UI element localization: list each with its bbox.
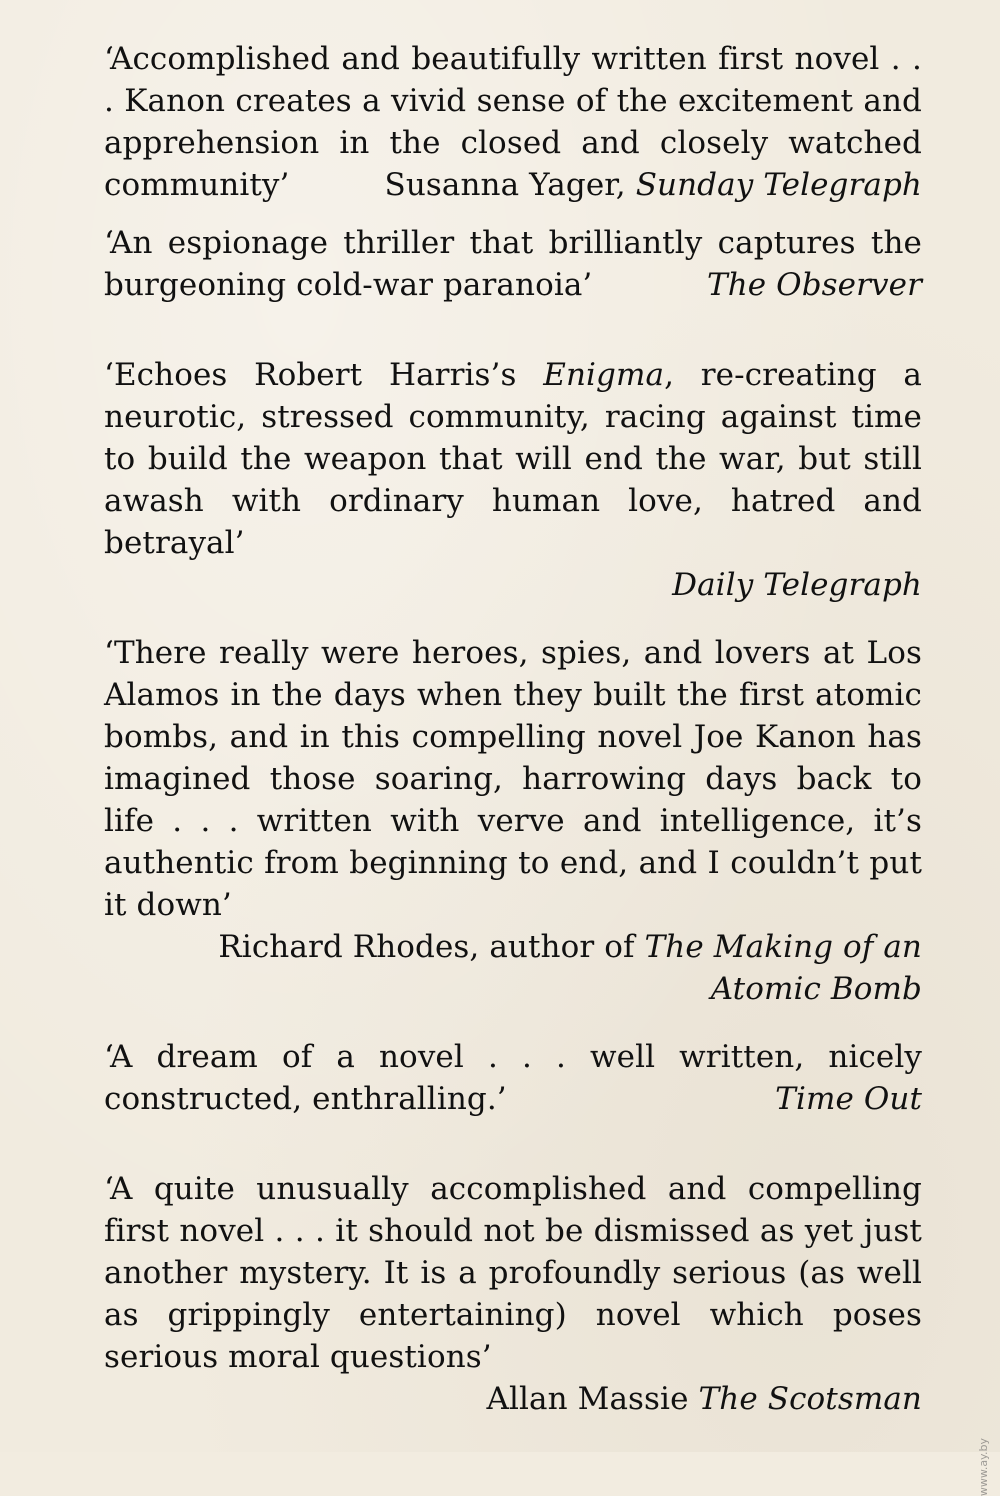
- book-title-enigma: Enigma: [543, 357, 665, 393]
- quote-attribution-line-2: [104, 968, 922, 1010]
- publication-name: The Observer: [706, 267, 922, 303]
- quote-text-end: , re-creating a neurotic, stressed community, racing against time to build the weapon that will end the war, but still awash with ordinary human love, hatred and betrayal’: [104, 357, 923, 561]
- review-quote-1: [104, 38, 922, 206]
- review-quote-3: [104, 354, 922, 606]
- review-quote-2: [104, 222, 922, 306]
- site-watermark: www.ay.by: [977, 1438, 990, 1496]
- review-quote-5: [104, 1036, 922, 1120]
- quote-attribution: [775, 1078, 922, 1120]
- quote-attribution: [707, 264, 922, 306]
- reviewer-name: Richard Rhodes, author of: [218, 929, 645, 965]
- reviewer-name: Allan Massie: [486, 1381, 699, 1417]
- publication-name: Time Out: [775, 1081, 922, 1117]
- review-quote-4: [104, 632, 922, 1010]
- quote-attribution: [487, 1378, 923, 1420]
- book-title-line-2: Atomic Bomb: [710, 971, 922, 1007]
- quote-attribution: [104, 926, 922, 968]
- publication-name: Daily Telegraph: [672, 567, 922, 603]
- quote-attribution: [104, 564, 922, 606]
- publication-name: Sunday Telegraph: [635, 167, 922, 203]
- reviewer-name: Susanna Yager,: [384, 167, 636, 203]
- praise-column: [104, 38, 922, 1420]
- quote-text: ‘A quite unusually accomplished and compelling first novel . . . it should not be dismissed as yet just another mystery. It is a profoundly serious (as well as grippingly entertaining) novel which poses serious moral questions’: [104, 1171, 922, 1375]
- quote-text-start: ‘Echoes Robert Harris’s: [104, 357, 544, 393]
- publication-name: The Scotsman: [698, 1381, 922, 1417]
- review-quote-6: [104, 1168, 922, 1417]
- quote-text: ‘An espionage thriller that brilliantly captures the burgeoning cold-war paranoia’: [104, 225, 922, 303]
- quote-text: ‘A dream of a novel . . . well written, nicely constructed, enthralling.’: [104, 1039, 922, 1117]
- book-title-line-1: The Making of an: [644, 929, 922, 965]
- quote-attribution: [384, 164, 922, 206]
- quote-text: ‘Accomplished and beautifully written first novel . . . Kanon creates a vivid sense of the excitement and apprehension in the closed and closely watched community’: [104, 41, 922, 203]
- quote-text: ‘There really were heroes, spies, and lovers at Los Alamos in the days when they built the first atomic bombs, and in this compelling novel Joe Kanon has imagined those soaring, harrowing days back to life . . . written with verve and intelligence, it’s authentic from beginning to end, and I couldn’t put it down’: [104, 635, 922, 923]
